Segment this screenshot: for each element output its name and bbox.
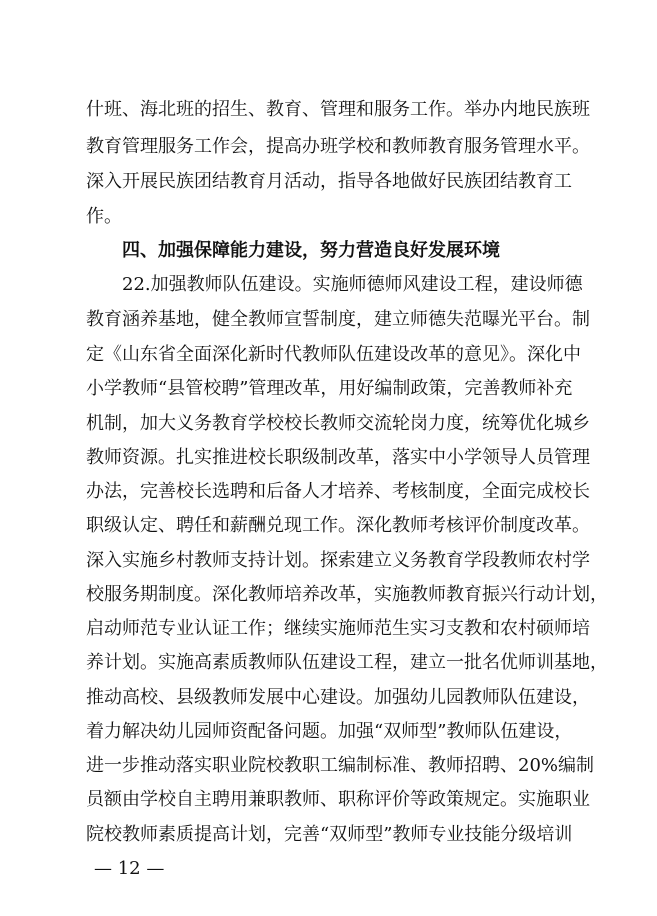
body-line: 教师资源。扎实推进校长职级制改革，落实中小学领导人员管理: [86, 447, 590, 468]
section-heading: 四、加强保障能力建设，努力营造良好发展环境: [122, 240, 500, 261]
body-line: 养计划。实施高素质教师队伍建设工程，建立一批名优师训基地，: [86, 652, 608, 673]
page-number: — 12 —: [94, 858, 165, 879]
body-line: 启动师范专业认证工作；继续实施师范生实习支教和农村硕师培: [86, 618, 590, 639]
body-line: 推动高校、县级教师发展中心建设。加强幼儿园教师队伍建设，: [86, 687, 590, 708]
body-line: 小学教师“县管校聘”管理改革，用好编制政策，完善教师补充: [86, 378, 573, 399]
body-line: 教育涵养基地，健全教师宣誓制度，建立师德失范曝光平台。制: [86, 309, 590, 330]
body-line: 职级认定、聘任和薪酬兑现工作。深化教师考核评价制度改革。: [86, 515, 590, 536]
body-line: 定《山东省全面深化新时代教师队伍建设改革的意见》。深化中: [86, 344, 581, 365]
body-line: 机制，加大义务教育学校校长教师交流轮岗力度，统筹优化城乡: [86, 413, 590, 434]
body-line: 进一步推动落实职业院校教职工编制标准、教师招聘、20%编制: [86, 755, 595, 776]
body-line: 员额由学校自主聘用兼职教师、职称评价等政策规定。实施职业: [86, 789, 590, 810]
body-line: 院校教师素质提高计划，完善“双师型”教师专业技能分级培训: [86, 824, 573, 845]
body-line: 深入实施乡村教师支持计划。探索建立义务教育学段教师农村学: [86, 550, 590, 571]
body-line: 深入开展民族团结教育月活动，指导各地做好民族团结教育工: [86, 171, 572, 192]
body-line: 教育管理服务工作会，提高办班学校和教师教育服务管理水平。: [86, 136, 590, 157]
paragraph-start-line: 22.加强教师队伍建设。实施师德师风建设工程，建设师德: [122, 274, 583, 295]
body-line: 作。: [86, 206, 122, 227]
body-line: 什班、海北班的招生、教育、管理和服务工作。举办内地民族班: [86, 99, 590, 120]
body-line: 办法，完善校长选聘和后备人才培养、考核制度，全面完成校长: [86, 481, 590, 502]
body-line: 着力解决幼儿园师资配备问题。加强“双师型”教师队伍建设，: [86, 721, 573, 742]
body-line: 校服务期制度。深化教师培养改革，实施教师教育振兴行动计划，: [86, 584, 608, 605]
